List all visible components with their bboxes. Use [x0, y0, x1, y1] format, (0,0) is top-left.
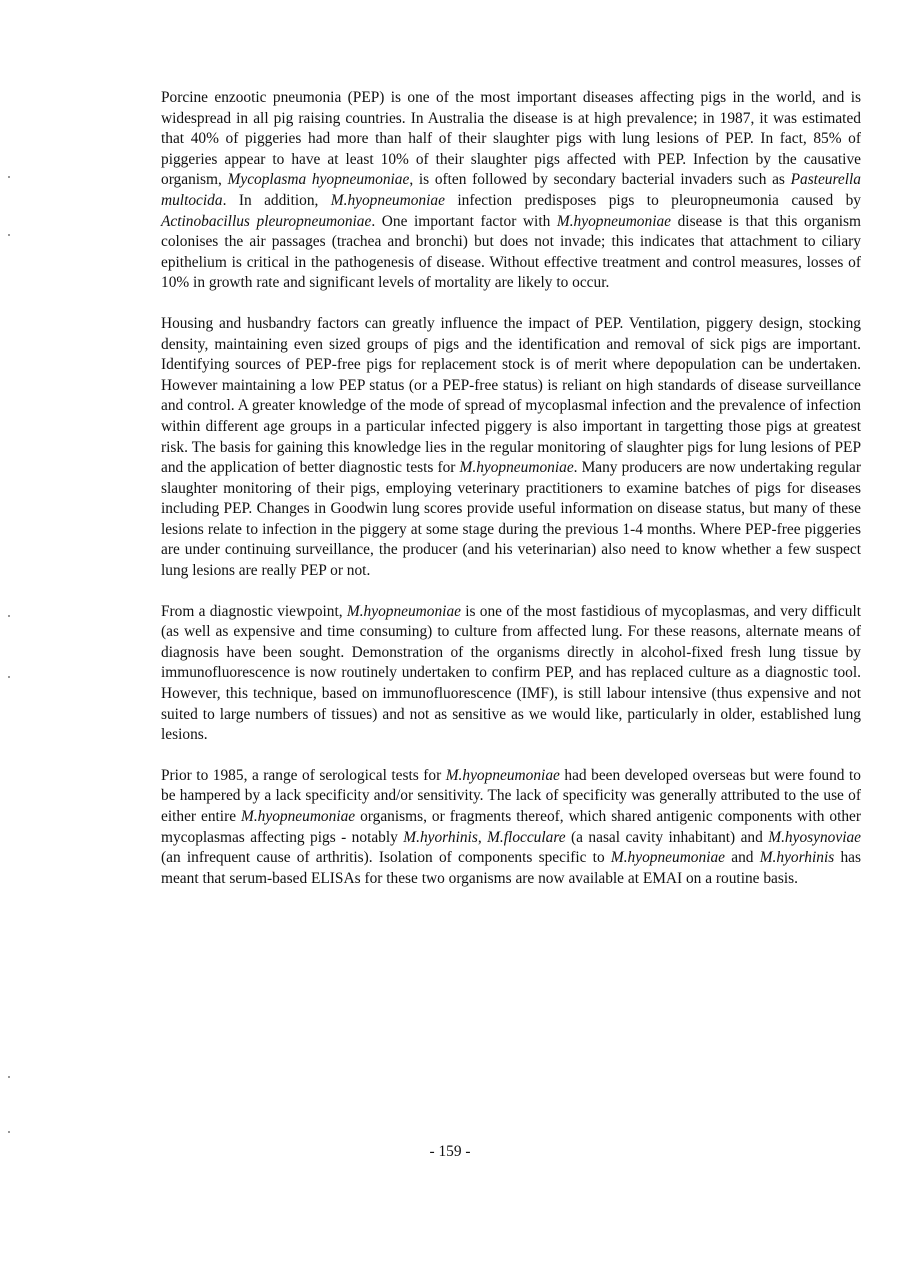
text-run: Porcine enzootic pneumonia (PEP) is one of the most important diseases affecting pigs in the world, and is widespread in all pig raising countries. In Australia the disease is at high prevalence; in 1987, it was estimated that 40% of piggeries had more than half of their slaughter pigs with lung lesions of PEP. In fact, 85% of piggeries appear to have at least 10% of their slaughter pigs affected with PEP. Infection by the causative organism, — [161, 89, 861, 189]
text-run: infection predisposes pigs to pleuropneumonia caused by — [444, 191, 862, 209]
text-run: . Many producers are now undertaking regular slaughter monitoring of their pigs, employing veterinary practitioners to examine batches of pigs for diseases including PEP. Changes in Goodwin lung scores provide useful information on disease status, but many of these lesions relate to infection in the piggery at some stage during the previous 1-4 months. Where PEP-free piggeries are under continuing surveillance, the producer (and his veterinarian) also need to know whether a few suspect lung lesions are really PEP or not. — [161, 459, 861, 580]
italic-term: Mycoplasma hyopneumoniae — [227, 171, 410, 189]
text-run: , is often followed by secondary bacterial invaders such as — [409, 171, 791, 189]
paragraph-diagnostic-viewpoint — [161, 602, 861, 746]
scan-speck — [8, 1131, 10, 1133]
text-run: (an infrequent cause of arthritis). Isolation of components specific to — [161, 849, 611, 867]
paragraph-pep-overview — [161, 88, 861, 294]
text-run: . In addition, — [222, 191, 331, 209]
italic-term: M.hyopneumoniae — [556, 212, 672, 230]
italic-term: Pasteurella multocida — [161, 171, 861, 209]
italic-term: M.hyopneumoniae — [445, 766, 560, 784]
text-run: disease is that this organism colonises the air passages (trachea and bronchi) but does not invade; this indicates that attachment to ciliary epithelium is critical in the pathogenesis of disease. Without effective treatment and control measures, losses of 10% in growth rate and significant levels of mortality are likely to occur. — [161, 212, 862, 292]
text-run: (a nasal cavity inhabitant) and — [565, 828, 769, 846]
text-run: From a diagnostic viewpoint, — [161, 602, 347, 620]
italic-term: M.hyopneumoniae — [459, 459, 574, 477]
scan-speck — [8, 676, 10, 678]
italic-term: M.hyopneumoniae — [610, 849, 726, 867]
body-text — [161, 88, 861, 909]
page-number: - 159 - — [429, 1143, 471, 1160]
scan-speck — [8, 1076, 10, 1078]
scan-speck — [8, 234, 10, 236]
text-run: and — [725, 849, 760, 867]
text-run: Prior to 1985, a range of serological tests for — [161, 766, 446, 784]
paragraph-housing-husbandry — [161, 314, 861, 582]
italic-term: Actinobacillus pleuropneumoniae — [161, 212, 372, 230]
italic-term: M.flocculare — [487, 828, 566, 846]
italic-term: M.hyopneumoniae — [241, 808, 356, 825]
italic-term: M.hyopneumoniae — [346, 602, 461, 620]
text-run: . One important factor with — [371, 212, 557, 230]
text-run: is one of the most fastidious of mycoplasmas, and very difficult (as well as expensive and time consuming) to culture from affected lung. For these reasons, alternate means of diagnosis have been sought. Demonstration of the organisms directly in alcohol-fixed fresh lung tissue by immunofluorescence is now routinely undertaken to confirm PEP, and has replaced culture as a diagnostic tool. However, this technique, based on immunofluorescence (IMF), is still labour intensive (thus expensive and not suited to large numbers of tissues) and not as sensitive as we would like, particularly in older, established lung lesions. — [161, 602, 861, 744]
scan-speck — [8, 615, 10, 617]
text-run: , — [477, 828, 488, 846]
text-run: organisms, or fragments thereof, which shared antigenic components with other mycoplasmas affecting pigs - notably — [161, 808, 862, 846]
text-run: Housing and husbandry factors can greatly influence the impact of PEP. Ventilation, piggery design, stocking density, maintaining even sized groups of pigs and the identification and removal of sick pigs are important. Identifying sources of PEP-free pigs for replacement stock is of merit where depopulation can be undertaken. However maintaining a low PEP status (or a PEP-free status) is reliant on high standards of disease surveillance and control. A greater knowledge of the mode of spread of mycoplasmal infection and the prevalence of infection within different age groups in a particular infected piggery is also important in targetting those pigs at greatest risk. The basis for gaining this knowledge lies in the regular monitoring of slaughter pigs for lung lesions of PEP and the application of better diagnostic tests for — [161, 314, 861, 477]
scan-speck — [8, 176, 10, 178]
italic-term: M.hyopneumoniae — [330, 191, 445, 209]
italic-term: M.hyorhinis — [403, 828, 478, 846]
paragraph-serological-tests — [161, 766, 861, 890]
text-run: had been developed overseas but were found to be hampered by a lack specificity and/or sensitivity. The lack of specificity was generally attributed to the use of either entire — [161, 766, 861, 825]
italic-term: M.hyosynoviae — [768, 828, 862, 846]
italic-term: M.hyorhinis — [759, 849, 835, 867]
text-run: has meant that serum-based ELISAs for these two organisms are now available at EMAI on a routine basis. — [161, 849, 861, 887]
